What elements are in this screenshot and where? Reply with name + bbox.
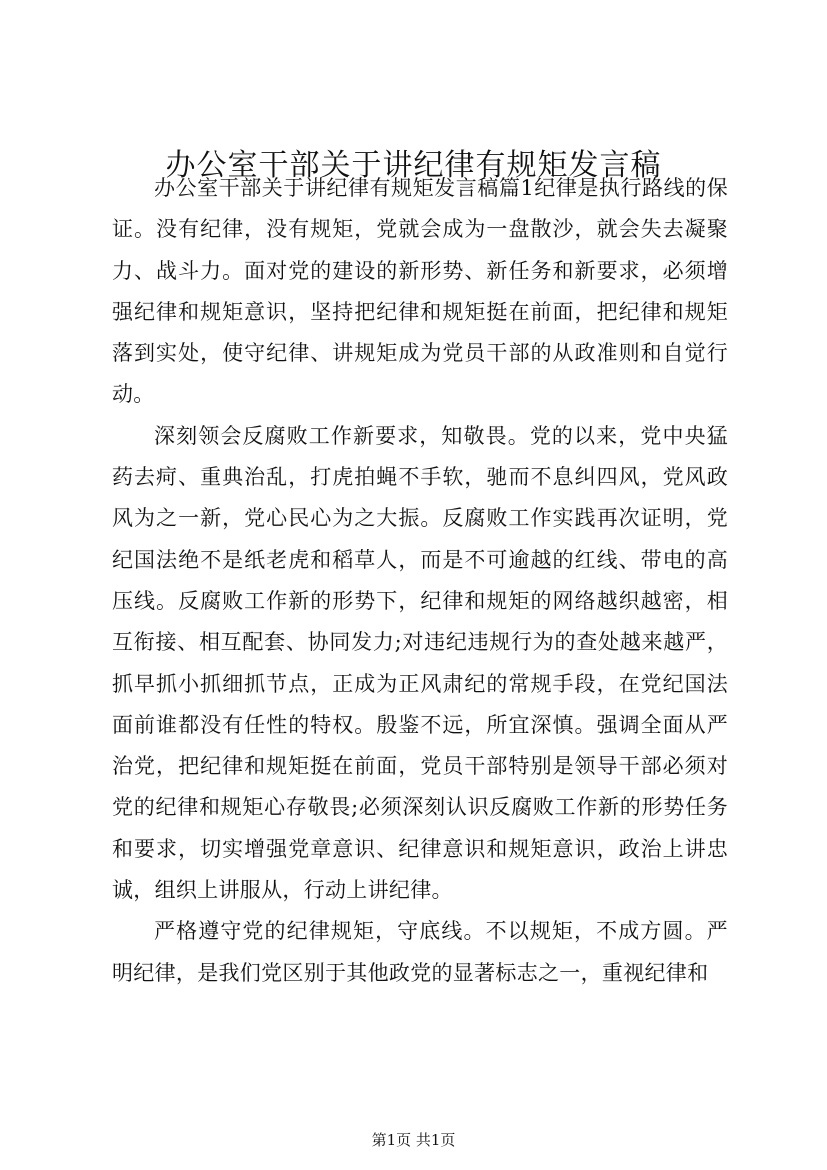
paragraph-3: 严格遵守党的纪律规矩，守底线。不以规矩，不成方圆。严明纪律，是我们党区别于其他政党的显著标志之一，重视纪律和	[112, 919, 728, 985]
page-number-footer: 第1页 共1页	[371, 1131, 456, 1149]
document-title: 办公室干部关于讲纪律有规矩发言稿	[165, 148, 662, 183]
paragraph-2: 深刻领会反腐败工作新要求，知敬畏。党的以来，党中央猛药去疴、重典治乱，打虎拍蝇不手软，驰而不息纠四风，党风政风为之一新，党心民心为之大振。反腐败工作实践再次证明，党纪国法绝不是纸老虎和稻草人，而是不可逾越的红线、带电的高压线。反腐败工作新的形势下，纪律和规矩的网络越织越密，相互衔接、相互配套、协同发力;对违纪违规行为的查处越来越严，抓早抓小抓细抓节点，正成为正风肃纪的常规手段，在党纪国法面前谁都没有任性的特权。殷鉴不远，所宜深慎。强调全面从严治党，把纪律和规矩挺在前面，党员干部特别是领导干部必须对党的纪律和规矩心存敬畏;必须深刻认识反腐败工作新的形势任务和要求，切实增强党章意识、纪律意识和规矩意识，政治上讲忠诚，组织上讲服从，行动上讲纪律。	[112, 423, 728, 903]
document-body	[112, 168, 728, 994]
paragraph-1: 办公室干部关于讲纪律有规矩发言稿篇1纪律是执行路线的保证。没有纪律，没有规矩，党就会成为一盘散沙，就会失去凝聚力、战斗力。面对党的建设的新形势、新任务和新要求，必须增强纪律和规矩意识，坚持把纪律和规矩挺在前面，把纪律和规矩落到实处，使守纪律、讲规矩成为党员干部的从政准则和自觉行动。	[112, 176, 728, 407]
